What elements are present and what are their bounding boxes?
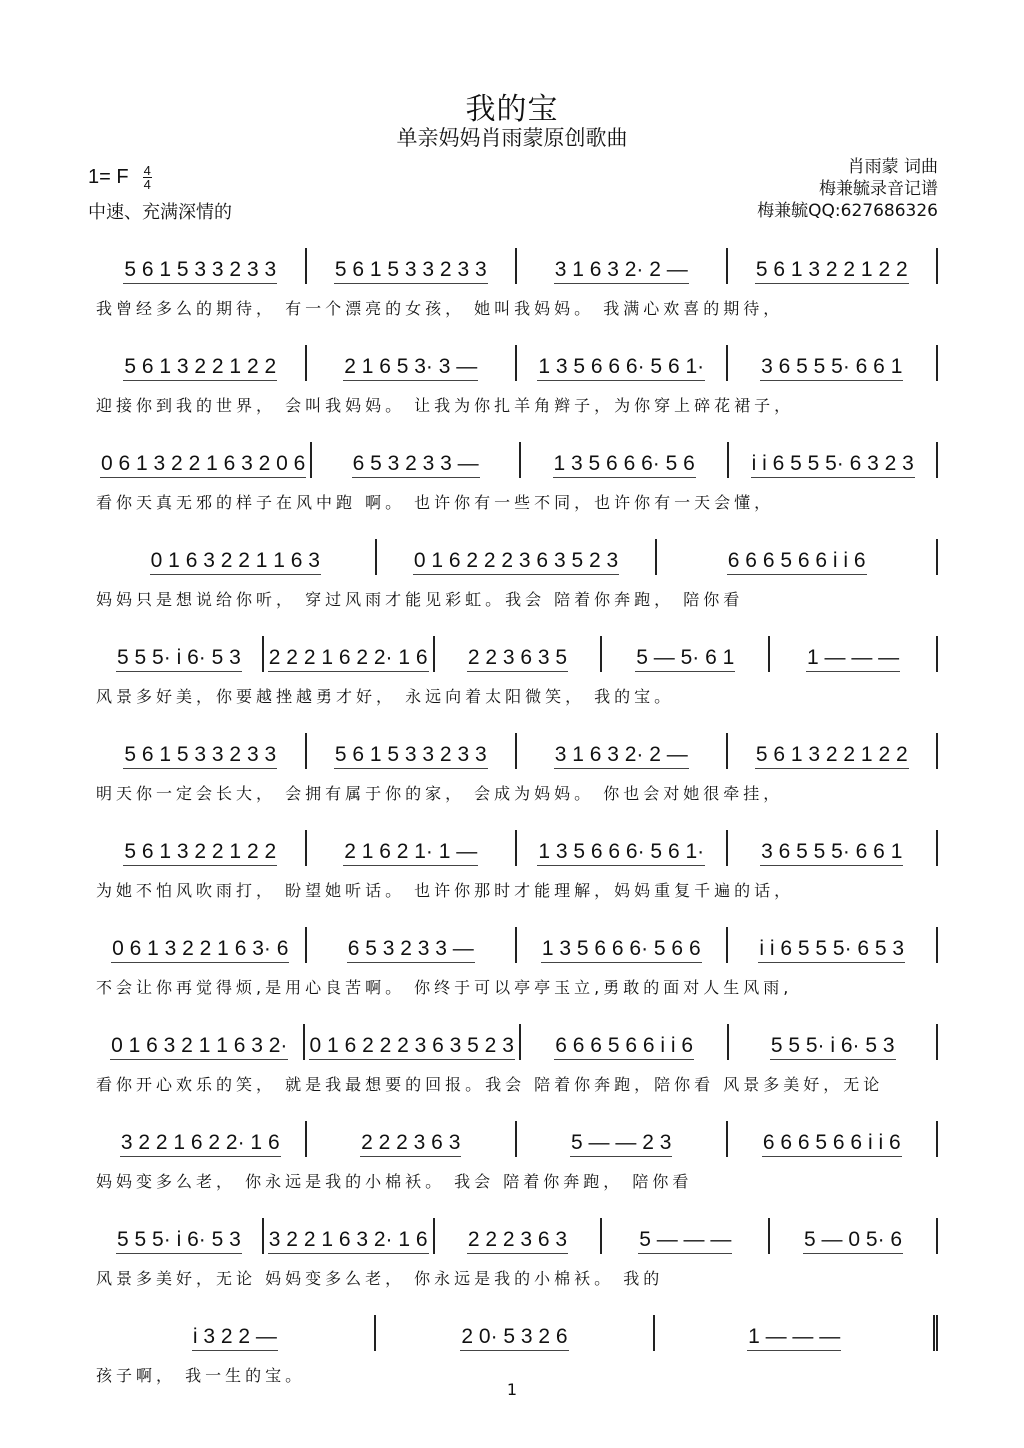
measure: [433, 1218, 601, 1254]
score: [96, 236, 938, 1400]
measure: [96, 442, 310, 478]
key-label: 1= F: [88, 166, 129, 188]
tempo-marking: 中速、充满深情的: [88, 202, 232, 223]
lyrics-line: 我曾经多么的期待， 有一个漂亮的女孩， 她叫我妈妈。 我满心欢喜的期待，: [96, 299, 784, 318]
measure-notes: 5 — 5· 6 1: [635, 646, 735, 672]
measure-notes: 6 6 6 5 6 6 i i 6: [727, 549, 867, 575]
measure-notes: 0 1 6 2 2 2 3 6 3 5 2 3: [309, 1034, 515, 1060]
measure: [96, 1024, 303, 1060]
measure: [96, 248, 305, 284]
measure: [433, 636, 601, 672]
measure-notes: 3 2 2 1 6 2 2· 1 6: [120, 1131, 281, 1157]
credit-transcriber: 梅兼毓录音记谱: [819, 179, 938, 199]
score-line: [96, 236, 938, 333]
lyrics-line: 妈妈只是想说给你听， 穿过风雨才能见彩虹。我会 陪着你奔跑， 陪你看: [96, 590, 744, 609]
lyrics-line: 孩子啊， 我一生的宝。: [96, 1366, 306, 1385]
measure-notes: 2 2 3 6 3 5: [467, 646, 568, 672]
measure-notes: 2 2 2 1 6 2 2· 1 6: [268, 646, 429, 672]
measure-notes: 5 5 5· i 6· 5 3: [770, 1034, 896, 1060]
measure-notes: 5 — — —: [638, 1228, 732, 1254]
measure-notes: 5 6 1 3 2 2 1 2 2: [123, 355, 277, 381]
lyrics-line: 迎接你到我的世界， 会叫我妈妈。 让我为你扎羊角辫子，为你穿上碎花裙子，: [96, 396, 795, 415]
measure: [374, 1315, 654, 1351]
measure: [96, 830, 305, 866]
measure-notes: 2 2 2 3 6 3: [360, 1131, 461, 1157]
measure: [768, 1218, 938, 1254]
measure: [310, 442, 519, 478]
measure: [655, 539, 938, 575]
measure: [305, 927, 516, 963]
measure: [726, 927, 939, 963]
notation-row: [96, 1218, 938, 1255]
notation-row: [96, 539, 938, 576]
notation-row: [96, 1121, 938, 1158]
measure-notes: 2 2 2 3 6 3: [467, 1228, 568, 1254]
measure-notes: 1 — — —: [806, 646, 900, 672]
measure-notes: 2 1 6 2 1· 1 —: [343, 840, 478, 866]
key-signature: [88, 164, 152, 191]
measure: [262, 1218, 433, 1254]
notation-row: [96, 248, 938, 285]
measure-notes: 1 3 5 6 6 6· 5 6 1·: [537, 840, 705, 866]
measure-notes: i i 6 5 5 5· 6 5 3: [758, 937, 905, 963]
measure: [262, 636, 433, 672]
measure: [600, 1218, 768, 1254]
notation-row: [96, 830, 938, 867]
measure-notes: 5 6 1 5 3 3 2 3 3: [334, 258, 488, 284]
measure-notes: 1 3 5 6 6 6· 5 6 1·: [537, 355, 705, 381]
measure: [96, 927, 305, 963]
measure: [726, 248, 939, 284]
measure-notes: 5 5 5· i 6· 5 3: [116, 646, 242, 672]
measure: [515, 830, 726, 866]
measure: [515, 248, 726, 284]
time-top: 4: [143, 163, 151, 178]
measure: [96, 1121, 305, 1157]
notation-row: [96, 345, 938, 382]
measure: [726, 733, 939, 769]
song-subtitle: 单亲妈妈肖雨蒙原创歌曲: [396, 126, 628, 150]
measure-notes: 5 6 1 5 3 3 2 3 3: [123, 743, 277, 769]
measure: [96, 733, 305, 769]
measure: [96, 1218, 262, 1254]
credit-lyrics-music: 肖雨蒙 词曲: [847, 157, 938, 177]
score-line: [96, 721, 938, 818]
score-line: [96, 527, 938, 624]
measure-notes: 5 6 1 3 2 2 1 2 2: [123, 840, 277, 866]
song-title: 我的宝: [465, 92, 559, 127]
measure: [305, 248, 516, 284]
measure-notes: 6 6 6 5 6 6 i i 6: [554, 1034, 694, 1060]
lyrics-line: 风景多好美，你要越挫越勇才好， 永远向着太阳微笑， 我的宝。: [96, 687, 675, 706]
score-line: [96, 1109, 938, 1206]
score-line: [96, 915, 938, 1012]
measure-notes: 6 6 6 5 6 6 i i 6: [762, 1131, 902, 1157]
measure: [726, 1121, 939, 1157]
measure-notes: 5 6 1 3 2 2 1 2 2: [755, 743, 909, 769]
measure-notes: 3 2 2 1 6 3 2· 1 6: [268, 1228, 429, 1254]
notation-row: [96, 927, 938, 964]
measure-notes: 0 6 1 3 2 2 1 6 3· 6: [111, 937, 289, 963]
score-line: [96, 333, 938, 430]
measure-notes: 6 5 3 2 3 3 —: [352, 452, 480, 478]
notation-row: [96, 442, 938, 479]
measure: [515, 927, 726, 963]
measure: [515, 345, 726, 381]
measure-notes: 5 5 5· i 6· 5 3: [116, 1228, 242, 1254]
measure: [305, 830, 516, 866]
notation-row: [96, 1024, 938, 1061]
lyrics-line: 风景多美好，无论 妈妈变多么老， 你永远是我的小棉袄。 我的: [96, 1269, 664, 1288]
lyrics-line: 看你开心欢乐的笑， 就是我最想要的回报。我会 陪着你奔跑，陪你看 风景多美好，无论: [96, 1075, 884, 1094]
measure-notes: 6 5 3 2 3 3 —: [347, 937, 475, 963]
measure-notes: 0 1 6 2 2 2 3 6 3 5 2 3: [413, 549, 619, 575]
score-line: [96, 1012, 938, 1109]
measure-notes: 2 1 6 5 3· 3 —: [343, 355, 478, 381]
credits: [757, 156, 938, 222]
measure-notes: 3 6 5 5 5· 6 6 1: [760, 355, 903, 381]
measure: [726, 830, 939, 866]
credit-qq: 梅兼毓QQ:627686326: [757, 201, 938, 221]
measure: [305, 1121, 516, 1157]
measure-notes: 5 — — 2 3: [570, 1131, 672, 1157]
score-line: [96, 430, 938, 527]
measure: [653, 1315, 938, 1351]
measure: [96, 1315, 374, 1351]
lyrics-line: 明天你一定会长大， 会拥有属于你的家， 会成为妈妈。 你也会对她很牵挂，: [96, 784, 784, 803]
measure-notes: 1 3 5 6 6 6· 5 6: [553, 452, 696, 478]
measure: [727, 442, 938, 478]
measure: [96, 345, 305, 381]
measure: [519, 1024, 728, 1060]
measure-notes: 0 6 1 3 2 2 1 6 3 2 0 6: [100, 452, 306, 478]
page-number: 1: [506, 1380, 518, 1399]
score-line: [96, 1206, 938, 1303]
time-bottom: 4: [143, 177, 151, 192]
measure: [375, 539, 656, 575]
measure-notes: 2 0· 5 3 2 6: [460, 1325, 568, 1351]
measure-notes: 1 3 5 6 6 6· 5 6 6: [541, 937, 702, 963]
measure-notes: 5 6 1 5 3 3 2 3 3: [334, 743, 488, 769]
score-line: [96, 624, 938, 721]
notation-row: [96, 733, 938, 770]
measure-notes: 1 — — —: [747, 1325, 841, 1351]
measure-notes: 3 1 6 3 2· 2 —: [554, 258, 689, 284]
measure: [515, 733, 726, 769]
measure-notes: 0 1 6 3 2 2 1 1 6 3: [150, 549, 321, 575]
score-line: [96, 818, 938, 915]
measure-notes: 5 6 1 3 2 2 1 2 2: [755, 258, 909, 284]
measure-notes: i i 6 5 5 5· 6 3 2 3: [751, 452, 915, 478]
measure: [305, 733, 516, 769]
measure-notes: 3 1 6 3 2· 2 —: [554, 743, 689, 769]
measure: [600, 636, 768, 672]
measure: [515, 1121, 726, 1157]
measure: [519, 442, 728, 478]
notation-row: [96, 1315, 938, 1352]
measure-notes: 5 6 1 5 3 3 2 3 3: [123, 258, 277, 284]
measure: [768, 636, 938, 672]
lyrics-line: 妈妈变多么老， 你永远是我的小棉袄。 我会 陪着你奔跑， 陪你看: [96, 1172, 693, 1191]
lyrics-line: 看你天真无邪的样子在风中跑 啊。 也许你有一些不同，也许你有一天会懂，: [96, 493, 775, 512]
measure-notes: 3 6 5 5 5· 6 6 1: [760, 840, 903, 866]
measure-notes: 5 — 0 5· 6: [803, 1228, 903, 1254]
measure: [726, 345, 939, 381]
lyrics-line: 不会让你再觉得烦,是用心良苦啊。 你终于可以亭亭玉立,勇敢的面对人生风雨,: [96, 978, 793, 997]
measure: [303, 1024, 519, 1060]
time-signature: [143, 164, 152, 191]
measure: [96, 539, 375, 575]
measure-notes: 0 1 6 3 2 1 1 6 3 2·: [110, 1034, 288, 1060]
measure: [727, 1024, 938, 1060]
measure-notes: i 3 2 2 —: [192, 1325, 278, 1351]
measure: [305, 345, 516, 381]
measure: [96, 636, 262, 672]
notation-row: [96, 636, 938, 673]
lyrics-line: 为她不怕风吹雨打， 盼望她听话。 也许你那时才能理解，妈妈重复千遍的话，: [96, 881, 795, 900]
